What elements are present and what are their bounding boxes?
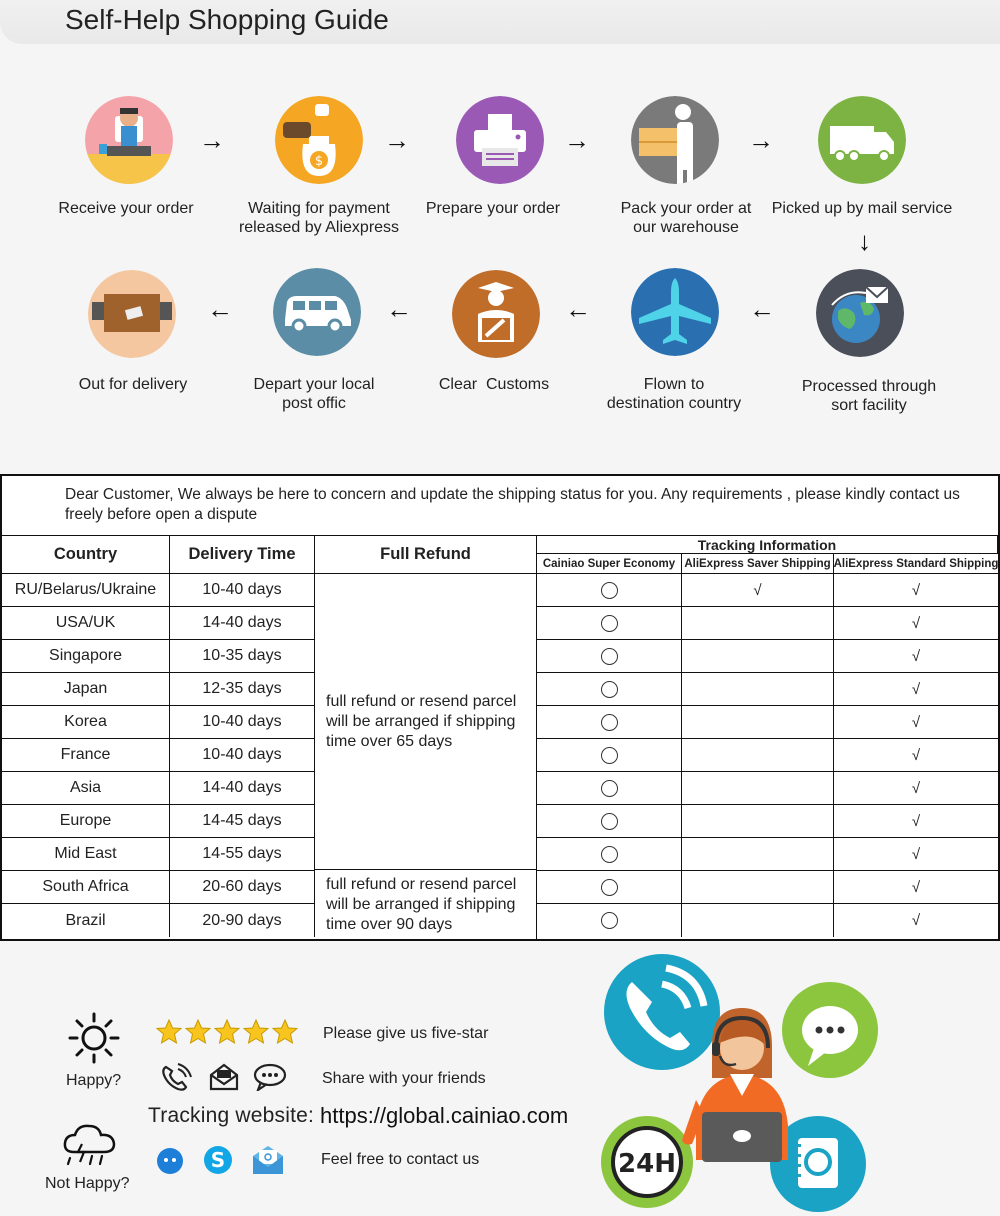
circle-icon: [601, 615, 618, 632]
header-country: Country: [2, 536, 170, 574]
cainiao-cell: [537, 574, 682, 607]
check-mark-icon: √: [911, 647, 921, 665]
standard-cell: [834, 772, 998, 805]
standard-cell: [834, 871, 998, 904]
check-mark-icon: √: [753, 581, 762, 599]
delivery-time-cell: 10-40 days: [170, 574, 315, 607]
step-label-delivery: Out for delivery: [78, 376, 188, 393]
saver-cell: [682, 574, 834, 607]
country-cell: South Africa: [2, 871, 170, 904]
step-label-receive: Receive your order: [58, 200, 194, 217]
country-cell: Mid East: [2, 838, 170, 871]
customer-notice: Dear Customer, We always be here to concern and update the shipping status for you. Any requirements , please kindly contact us freely before open a dispute: [2, 476, 998, 536]
shipping-table: [0, 474, 1000, 941]
circle-icon: [601, 846, 618, 863]
arrow-left-icon: ←: [565, 294, 591, 324]
contact-text: Feel free to contact us: [321, 1151, 480, 1168]
tracking-website-label: Tracking website:: [148, 1104, 315, 1127]
cainiao-cell: [537, 904, 682, 937]
delivery-time-cell: 14-45 days: [170, 805, 315, 838]
circle-icon: [601, 681, 618, 698]
country-cell: Brazil: [2, 904, 170, 937]
step-label-sort: Processed through sort facility: [801, 378, 937, 414]
check-mark-icon: √: [911, 680, 921, 698]
check-mark-icon: √: [911, 812, 921, 830]
country-cell: Singapore: [2, 640, 170, 673]
header-aliexpress-standard: AliExpress Standard Shipping: [834, 554, 998, 574]
arrow-down-icon: ↓: [858, 226, 871, 256]
circle-icon: [601, 648, 618, 665]
delivery-time-cell: 12-35 days: [170, 673, 315, 706]
country-cell: Korea: [2, 706, 170, 739]
delivery-time-cell: 10-40 days: [170, 739, 315, 772]
customs-officer-icon: [452, 270, 540, 358]
skype-icon[interactable]: [202, 1144, 234, 1181]
standard-cell: [834, 673, 998, 706]
check-mark-icon: √: [911, 581, 921, 599]
arrow-right-icon: →: [199, 125, 225, 155]
arrow-left-icon: ←: [207, 294, 233, 324]
delivery-time-cell: 10-40 days: [170, 706, 315, 739]
star-icon[interactable]: [243, 1019, 269, 1045]
sun-icon: [66, 1010, 122, 1071]
saver-cell: [682, 706, 834, 739]
cainiao-cell: [537, 640, 682, 673]
check-mark-icon: √: [911, 779, 921, 797]
circle-icon: [601, 879, 618, 896]
tracking-website-link[interactable]: https://global.cainiao.com: [320, 1103, 569, 1128]
saver-cell: [682, 904, 834, 937]
page-title: Self-Help Shopping Guide: [65, 4, 389, 35]
star-icon[interactable]: [214, 1019, 240, 1045]
delivery-time-cell: 20-60 days: [170, 871, 315, 904]
header-delivery-time: Delivery Time: [170, 536, 315, 574]
refund-note-65-days: full refund or resend parcel will be arranged if shipping time over 65 days: [315, 574, 537, 870]
receive-order-icon: [85, 96, 173, 184]
circle-icon: [601, 714, 618, 731]
delivery-time-cell: 14-40 days: [170, 607, 315, 640]
standard-cell: [834, 904, 998, 937]
delivery-time-cell: 10-35 days: [170, 640, 315, 673]
country-cell: Europe: [2, 805, 170, 838]
step-label-pack: Pack your order at our warehouse: [620, 200, 752, 236]
step-label-depart: Depart your local post offic: [253, 376, 375, 412]
country-cell: Japan: [2, 673, 170, 706]
pack-box-icon: [631, 96, 719, 184]
cainiao-cell: [537, 706, 682, 739]
header-tracking-info: Tracking Information: [537, 536, 998, 554]
standard-cell: [834, 838, 998, 871]
not-happy-label: Not Happy?: [45, 1175, 130, 1192]
arrow-left-icon: ←: [386, 294, 412, 324]
airplane-icon: [631, 268, 719, 356]
country-cell: USA/UK: [2, 607, 170, 640]
check-mark-icon: √: [911, 746, 921, 764]
step-label-prepare: Prepare your order: [425, 200, 561, 217]
circle-icon: [601, 582, 618, 599]
mail-icon[interactable]: [209, 1063, 239, 1096]
star-icon[interactable]: [156, 1019, 182, 1045]
svg-text:$: $: [314, 154, 324, 169]
refund-note-90-days: full refund or resend parcel will be arranged if shipping time over 90 days: [315, 870, 537, 939]
step-label-flown: Flown to destination country: [606, 376, 742, 412]
phone-icon[interactable]: [160, 1063, 192, 1098]
saver-cell: [682, 805, 834, 838]
customer-service-illustration: [600, 950, 900, 1216]
standard-cell: [834, 574, 998, 607]
messenger-icon[interactable]: [155, 1145, 185, 1180]
svg-text:S: S: [210, 1148, 226, 1172]
standard-cell: [834, 805, 998, 838]
delivery-time-cell: 14-55 days: [170, 838, 315, 871]
cainiao-cell: [537, 673, 682, 706]
standard-cell: [834, 739, 998, 772]
header-cainiao-super-economy: Cainiao Super Economy: [537, 554, 682, 574]
cainiao-cell: [537, 772, 682, 805]
cainiao-cell: [537, 871, 682, 904]
step-label-customs: Clear Customs: [438, 376, 550, 393]
standard-cell: [834, 607, 998, 640]
van-icon: [273, 268, 361, 356]
payment-bag-icon: [275, 96, 363, 184]
circle-icon: [601, 780, 618, 797]
arrow-right-icon: →: [564, 125, 590, 155]
email-icon[interactable]: [251, 1144, 285, 1181]
chat-bubble-icon[interactable]: [253, 1063, 287, 1096]
cainiao-cell: [537, 739, 682, 772]
step-label-pickup: Picked up by mail service: [771, 200, 953, 217]
check-mark-icon: √: [911, 845, 921, 863]
arrow-right-icon: →: [748, 125, 774, 155]
arrow-right-icon: →: [384, 125, 410, 155]
circle-icon: [601, 912, 618, 929]
cainiao-cell: [537, 805, 682, 838]
header-full-refund: Full Refund: [315, 536, 537, 574]
check-mark-icon: √: [911, 912, 921, 929]
five-star-text: Please give us five-star: [323, 1025, 489, 1042]
delivery-parcel-icon: [88, 270, 176, 358]
check-mark-icon: √: [911, 878, 921, 896]
storm-cloud-icon: [60, 1120, 120, 1177]
delivery-time-cell: 14-40 days: [170, 772, 315, 805]
truck-icon: [818, 96, 906, 184]
saver-cell: [682, 838, 834, 871]
cainiao-cell: [537, 838, 682, 871]
printer-icon: [456, 96, 544, 184]
standard-cell: [834, 640, 998, 673]
cainiao-cell: [537, 607, 682, 640]
globe-mail-icon: [816, 269, 904, 357]
standard-cell: [834, 706, 998, 739]
check-mark-icon: √: [911, 713, 921, 731]
badge-24h: 24H: [618, 1149, 676, 1179]
country-cell: Asia: [2, 772, 170, 805]
saver-cell: [682, 772, 834, 805]
country-cell: RU/Belarus/Ukraine: [2, 574, 170, 607]
saver-cell: [682, 607, 834, 640]
step-label-payment: Waiting for payment released by Aliexpress: [238, 200, 400, 236]
circle-icon: [601, 747, 618, 764]
check-mark-icon: √: [911, 614, 921, 632]
happy-label: Happy?: [66, 1072, 122, 1089]
saver-cell: [682, 640, 834, 673]
saver-cell: [682, 739, 834, 772]
star-icon[interactable]: [185, 1019, 211, 1045]
circle-icon: [601, 813, 618, 830]
share-text: Share with your friends: [322, 1070, 486, 1087]
arrow-left-icon: ←: [749, 294, 775, 324]
star-icon[interactable]: [272, 1019, 298, 1045]
saver-cell: [682, 673, 834, 706]
country-cell: France: [2, 739, 170, 772]
header-aliexpress-saver: AliExpress Saver Shipping: [682, 554, 834, 574]
saver-cell: [682, 871, 834, 904]
delivery-time-cell: 20-90 days: [170, 904, 315, 937]
